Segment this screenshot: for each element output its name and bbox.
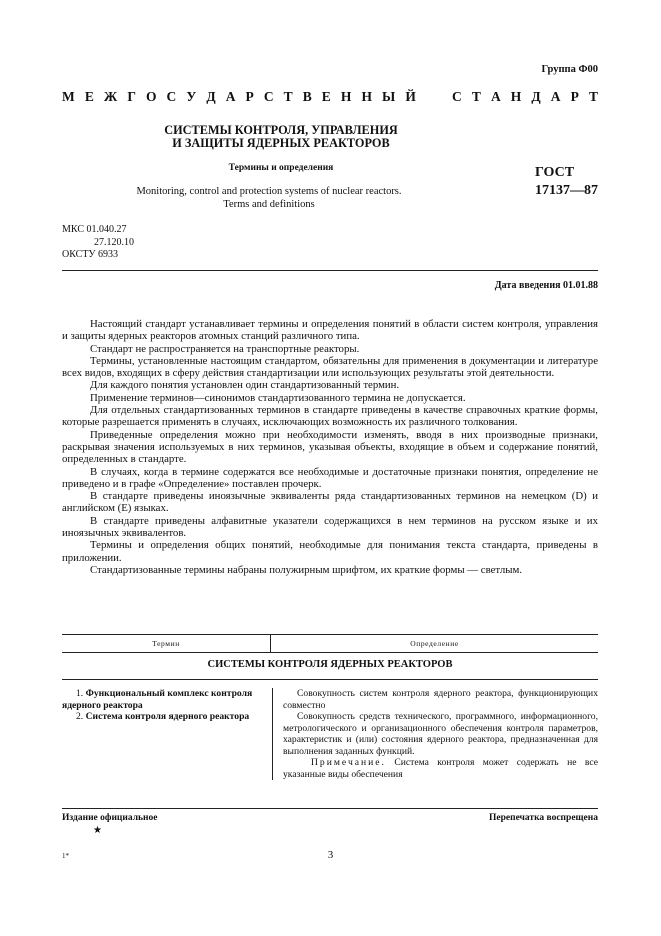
paragraph: Стандарт не распространяется на транспортные реакторы. [90, 342, 360, 355]
note-label: Примечание. [311, 757, 386, 768]
paragraph: В случаях, когда в термине содержатся все необходимые и достаточные признаки понятия, определение не приведено и в графе «Определение» поставлен прочерк. [62, 465, 598, 490]
effective-date [495, 280, 598, 291]
interstate-word [62, 89, 416, 105]
heading-letter: Е [321, 89, 331, 104]
terms-table [62, 634, 598, 780]
group-code: Группа Ф00 [541, 64, 598, 75]
page-number: 3 [327, 849, 334, 861]
heading-letter: А [550, 89, 561, 104]
gost-number: 17137—87 [535, 183, 598, 198]
definition-1: Совокупность систем контроля ядерного реактора, функционирующих совместно [283, 688, 598, 711]
standard-word [452, 89, 598, 105]
note [283, 757, 598, 780]
heading-letter: Н [361, 89, 372, 104]
term-number: 1. [76, 688, 84, 699]
heading-letter: Т [471, 89, 481, 104]
paragraph: Настоящий стандарт устанавливает термины и определения понятий в области систем контроля, управления и защиты ядерных реакторов атомных станций различного типа. [62, 318, 598, 343]
paragraph: В стандарте приведены иноязычные эквиваленты ряда стандартизованных терминов на немецком (D) и английском (E) языках. [62, 490, 598, 515]
english-title-line-1: Monitoring, control and protection systems of nuclear reactors. [136, 186, 402, 197]
column-header-term: Термин [62, 635, 271, 652]
definition-2: Совокупность средств технического, программного, информационного, метрологического и организационного обеспечения контроля параметров, характеристик и (или) состояния ядерного реактора, предназначенная для выполнения заданных функций. [283, 711, 598, 757]
document-subtitle: Термины и определения [228, 163, 334, 173]
paragraph: Термины и определения общих понятий, необходимые для понимания текста стандарта, приведены в приложении. [62, 539, 598, 564]
heading-letter: Т [588, 89, 598, 104]
footer-divider [62, 808, 598, 809]
term-name: Система контроля ядерного реактора [85, 711, 250, 722]
gost-designation [535, 164, 598, 200]
paragraph: Применение терминов—синонимов стандартизованного термина не допускается. [90, 391, 466, 404]
heading-letter: Д [206, 89, 216, 104]
heading-letter: Е [84, 89, 94, 104]
classification-codes [62, 224, 134, 262]
section-title: СИСТЕМЫ КОНТРОЛЯ ЯДЕРНЫХ РЕАКТОРОВ [62, 659, 598, 680]
heading-letter: А [490, 89, 501, 104]
heading-letter: С [452, 89, 462, 104]
note-text: Система контроля может содержать не все указанные виды обеспечения [283, 757, 598, 780]
paragraph: Термины, установленные настоящим стандартом, обязательны для применения в документации и литературе всех видов, входящих в сферу действия стандартизации или использующих результаты этой деятельности. [62, 354, 598, 380]
heading-letter: У [186, 89, 197, 104]
term-entry-2 [62, 711, 266, 723]
heading-letter: А [225, 89, 236, 104]
term-name: Функциональный комплекс контроля ядерного реактора [62, 688, 253, 711]
heading-letter: Н [510, 89, 522, 104]
heading-letter: С [263, 89, 274, 104]
heading-letter: О [145, 89, 157, 104]
mks-code-1: МКС 01.040.27 [62, 224, 127, 235]
english-title [96, 185, 442, 211]
heading-letter: Р [570, 89, 579, 104]
heading-letter: Т [283, 89, 293, 104]
header-divider [62, 270, 598, 271]
heading-letter: Д [531, 89, 541, 104]
heading-letter: Ж [103, 89, 118, 104]
term-entry-1 [62, 688, 266, 711]
gost-label: ГОСТ [535, 165, 575, 180]
term-number: 2. [76, 711, 84, 722]
mks-code-2: 27.120.10 [94, 236, 134, 248]
document-title [120, 124, 442, 150]
paragraph: Приведенные определения можно при необходимости изменять, вводя в них производные признаки, раскрывая значения используемых в них терминов, указывая объекты, входящие в объем и содержание понятий, определенных в стандарте. [62, 428, 598, 466]
paragraph: Для отдельных стандартизованных терминов в стандарте приведены в качестве справочных краткие формы, которые разрешается применять в случаях, исключающих возможность их различного толкования. [62, 404, 598, 429]
heading-letter: Ы [382, 89, 396, 104]
official-edition: Издание официальное [62, 813, 158, 823]
terms-column [62, 688, 273, 780]
heading-letter: В [302, 89, 312, 104]
heading-letter: Р [245, 89, 254, 104]
okstu-code: ОКСТУ 6933 [62, 249, 119, 260]
date-label: Дата введения [494, 280, 561, 291]
introduction-text [62, 318, 598, 576]
reprint-notice: Перепечатка воспрещена [488, 813, 598, 823]
heading-letter: Г [127, 89, 136, 104]
title-line-1: СИСТЕМЫ КОНТРОЛЯ, УПРАВЛЕНИЯ [164, 123, 398, 137]
star-mark: ★ [93, 825, 102, 836]
date-value: 01.01.88 [563, 280, 598, 291]
table-row [62, 688, 598, 780]
heading-letter: Н [340, 89, 352, 104]
paragraph: В стандарте приведены алфавитные указатели содержащихся в нем терминов на русском языке и их иноязычных эквивалентов. [62, 514, 598, 540]
heading-letter: Й [405, 89, 416, 104]
definitions-column [273, 688, 598, 780]
english-title-line-2: Terms and definitions [223, 199, 315, 210]
heading-letter: М [62, 89, 75, 104]
printer-signature: 1* [62, 852, 69, 860]
standard-type-heading [62, 89, 598, 105]
heading-letter: С [166, 89, 177, 104]
title-line-2: И ЗАЩИТЫ ЯДЕРНЫХ РЕАКТОРОВ [172, 136, 390, 150]
table-header [62, 634, 598, 653]
column-header-definition: Определение [410, 639, 459, 648]
paragraph: Для каждого понятия установлен один стандартизованный термин. [90, 379, 400, 392]
paragraph: Стандартизованные термины набраны полужирным шрифтом, их краткие формы — светлым. [90, 563, 523, 576]
